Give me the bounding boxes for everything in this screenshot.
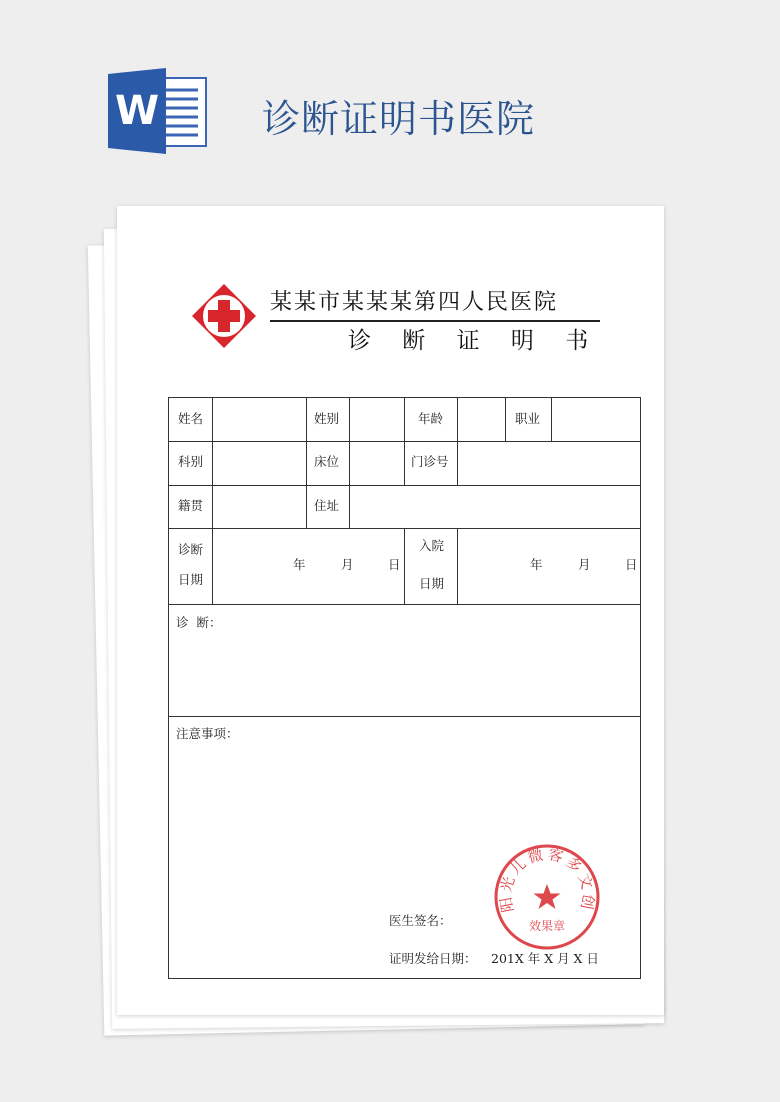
column-divider — [457, 528, 458, 604]
date-month: 月 — [341, 557, 354, 572]
column-divider — [349, 398, 350, 441]
column-divider — [349, 485, 350, 528]
seal-center-text: 效果章 — [528, 919, 566, 933]
column-divider — [349, 441, 350, 485]
column-divider — [404, 398, 405, 441]
row-divider — [169, 604, 640, 605]
row-divider — [169, 485, 640, 486]
column-divider — [551, 398, 552, 441]
hospital-name: 某某市某某某第四人民医院 — [270, 285, 600, 322]
label-bed: 床位 — [314, 454, 340, 469]
column-divider — [306, 398, 307, 441]
label-diagnosis-date: 日期 — [178, 572, 204, 587]
label-native-place: 籍贯 — [178, 498, 204, 513]
column-divider — [212, 398, 213, 441]
column-divider — [457, 398, 458, 441]
label-address: 住址 — [314, 498, 340, 513]
row-divider — [169, 716, 640, 717]
label-name: 姓名 — [178, 411, 204, 426]
label-notes: 注意事项： — [176, 726, 239, 741]
column-divider — [404, 441, 405, 485]
seal-star-icon — [534, 884, 561, 909]
column-divider — [306, 485, 307, 528]
page-title: 诊断证明书医院 — [262, 97, 536, 141]
label-diagnosis: 诊 断： — [176, 615, 222, 630]
column-divider — [404, 528, 405, 604]
document-title: 诊 断 证 明 书 — [348, 328, 601, 354]
seal-ring-text: 阳光儿微客多文创 — [496, 844, 598, 914]
date-day: 日 — [388, 557, 401, 572]
date-month: 月 — [578, 557, 591, 572]
label-issue-date: 证明发给日期： — [389, 951, 477, 966]
label-department: 科别 — [178, 454, 204, 469]
label-age: 年龄 — [418, 411, 444, 426]
column-divider — [505, 398, 506, 441]
label-diagnosis-date: 诊断 — [178, 542, 204, 557]
red-cross-icon — [190, 282, 258, 350]
label-admission-date: 日期 — [419, 576, 445, 591]
column-divider — [212, 528, 213, 604]
date-year: 年 — [530, 557, 543, 572]
label-admission-date: 入院 — [419, 538, 445, 553]
issue-date-value: 201X 年 X 月 X 日 — [491, 951, 599, 966]
column-divider — [212, 441, 213, 485]
date-year: 年 — [293, 557, 306, 572]
column-divider — [306, 441, 307, 485]
label-doctor-signature: 医生签名： — [389, 913, 452, 928]
column-divider — [457, 441, 458, 485]
word-document-icon — [108, 68, 208, 154]
date-day: 日 — [625, 557, 638, 572]
column-divider — [212, 485, 213, 528]
official-seal-stamp — [492, 842, 602, 952]
label-clinic-number: 门诊号 — [411, 454, 449, 469]
word-letter: W — [114, 88, 160, 134]
label-gender: 姓别 — [314, 411, 340, 426]
label-occupation: 职业 — [515, 411, 541, 426]
